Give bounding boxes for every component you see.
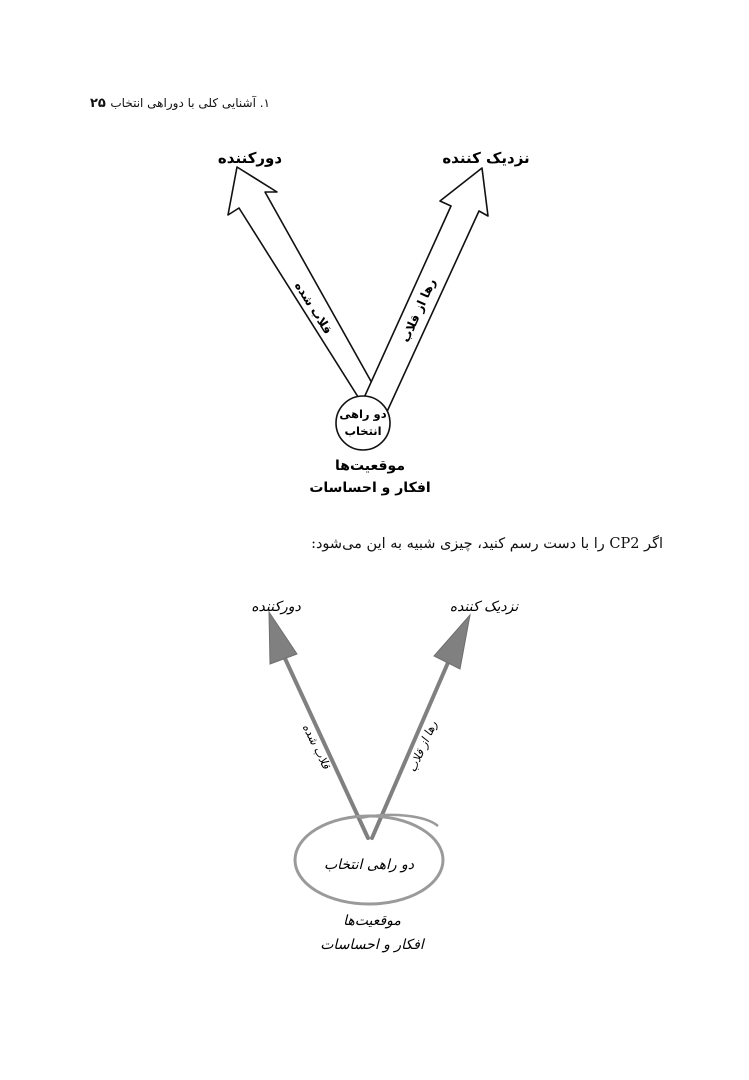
choice-point-circle [336, 396, 390, 450]
hand-left-arrowhead [269, 612, 297, 664]
fig2-right-label: نزدیک کننده [449, 599, 519, 615]
fig1-right-arrow-text: رها از قلاب [398, 276, 439, 345]
figure-2 [251, 599, 519, 953]
fig2-right-arrow-text: رها از قلاب [404, 718, 440, 775]
fig1-bottom-line2: افکار و احساسات [309, 480, 431, 496]
fig2-left-arrow-text: قلاب شده [299, 721, 334, 772]
fig1-circle-line1: دو راهی [339, 407, 387, 421]
fig2-bottom-line2: افکار و احساسات [320, 937, 424, 953]
fig1-right-label: نزدیک کننده [442, 149, 530, 167]
body-caption: اگر CP2 را با دست رسم کنید، چیزی شبیه به این می‌شود: [311, 536, 663, 552]
fig1-left-arrow-text: قلاب شده [291, 279, 335, 337]
hand-right-arrow-line [372, 658, 450, 838]
page-number: ۲۵ [90, 96, 106, 111]
figure-1 [218, 149, 530, 496]
fig1-bottom-line1: موقعیت‌ها [334, 458, 406, 474]
hand-right-arrowhead [434, 615, 470, 669]
fig1-left-label: دورکننده [217, 149, 283, 167]
chapter-title: ۱. آشنایی کلی با دوراهی انتخاب [110, 96, 270, 110]
fig1-circle-line2: انتخاب [344, 424, 382, 438]
fig2-bottom-line1: موقعیت‌ها [343, 913, 401, 929]
fig2-left-label: دورکننده [251, 599, 301, 615]
hand-left-arrow-line [282, 652, 368, 838]
fig2-ellipse-text: دو راهی انتخاب [323, 857, 415, 873]
